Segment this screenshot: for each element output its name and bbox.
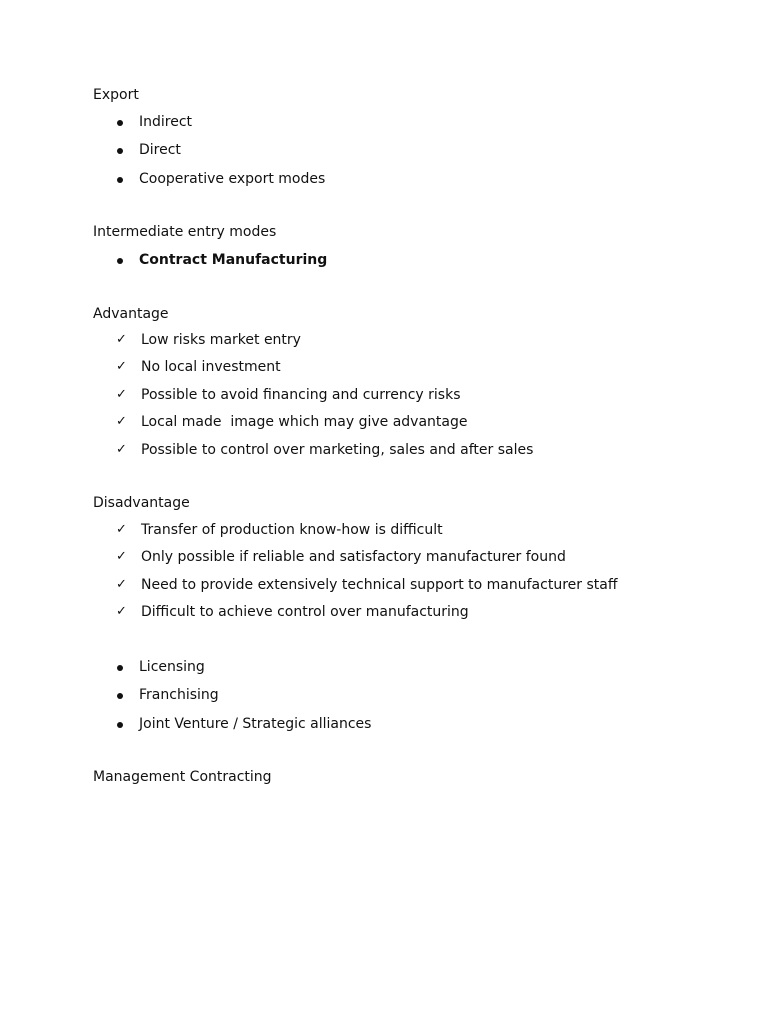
list-item <box>114 521 443 539</box>
check-mark-icon: ✓ <box>116 522 127 537</box>
list-item <box>114 331 301 349</box>
list-item-text: Cooperative export modes <box>139 171 326 187</box>
list-item <box>114 686 219 704</box>
list-item <box>114 715 371 733</box>
list-item-text: Licensing <box>139 659 205 675</box>
list-item-text: Possible to avoid financing and currency risks <box>141 387 461 403</box>
list-item <box>114 413 468 431</box>
advantage-heading: Advantage <box>93 306 169 322</box>
bullet-dot-icon <box>114 251 139 269</box>
check-mark-icon: ✓ <box>116 414 127 429</box>
list-item-text: Local made image which may give advantage <box>141 414 468 430</box>
list-item-text: Transfer of production know-how is difficult <box>141 522 443 538</box>
list-item-text: Contract Manufacturing <box>139 252 328 268</box>
bullet-dot-icon <box>114 113 139 131</box>
check-mark-icon: ✓ <box>116 442 127 457</box>
list-item-text: Difficult to achieve control over manufacturing <box>141 604 469 620</box>
list-item-text: Possible to control over marketing, sales and after sales <box>141 442 534 458</box>
list-item-text: Joint Venture / Strategic alliances <box>139 716 372 732</box>
list-item <box>114 141 181 159</box>
list-item <box>114 603 469 621</box>
bullet-dot-icon <box>114 715 139 733</box>
list-item <box>114 548 566 566</box>
list-item <box>114 358 281 376</box>
list-item-text: No local investment <box>141 359 281 375</box>
disadvantage-heading: Disadvantage <box>93 495 190 511</box>
list-item-text: Only possible if reliable and satisfactory manufacturer found <box>141 549 566 565</box>
list-item <box>114 386 461 404</box>
bullet-dot-icon <box>114 686 139 704</box>
bullet-dot-icon <box>114 658 139 676</box>
list-item-text: Indirect <box>139 114 193 130</box>
list-item <box>114 658 205 676</box>
check-mark-icon: ✓ <box>116 577 127 592</box>
list-item-text: Direct <box>139 142 181 158</box>
list-item <box>114 441 533 459</box>
list-item-text: Franchising <box>139 687 219 703</box>
list-item <box>114 576 617 594</box>
list-item-text: Low risks market entry <box>141 332 301 348</box>
bullet-dot-icon <box>114 170 139 188</box>
management-heading: Management Contracting <box>93 769 272 785</box>
bullet-dot-icon <box>114 141 139 159</box>
check-mark-icon: ✓ <box>116 387 127 402</box>
intermediate-heading: Intermediate entry modes <box>93 224 277 240</box>
list-item <box>114 113 192 131</box>
list-item <box>114 251 327 269</box>
list-item-text: Need to provide extensively technical support to manufacturer staff <box>141 577 618 593</box>
list-item <box>114 170 325 188</box>
export-heading: Export <box>93 87 139 103</box>
check-mark-icon: ✓ <box>116 549 127 564</box>
check-mark-icon: ✓ <box>116 604 127 619</box>
check-mark-icon: ✓ <box>116 332 127 347</box>
check-mark-icon: ✓ <box>116 359 127 374</box>
